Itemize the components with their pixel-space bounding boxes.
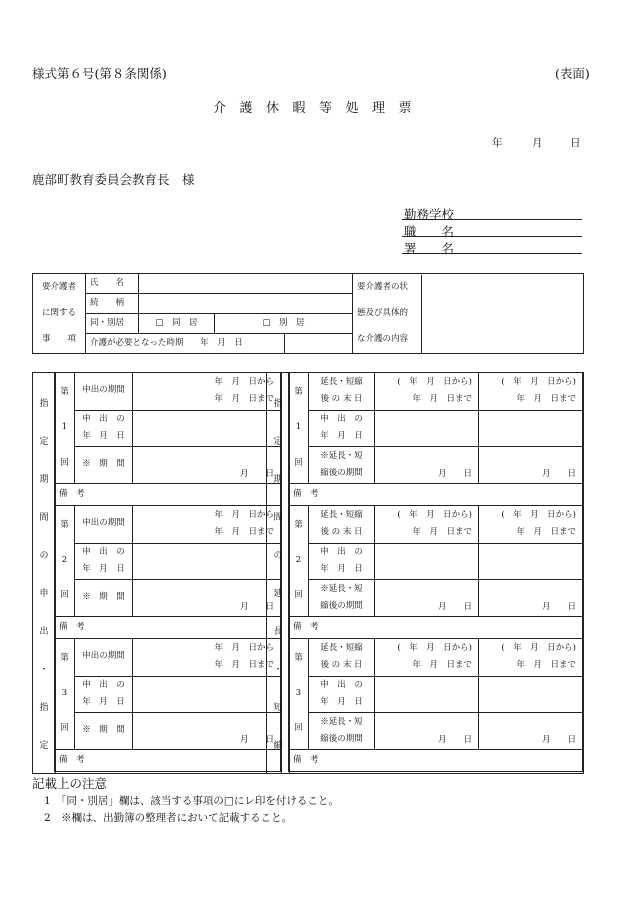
right-2-request-label: 申 出 の 年 月 日: [309, 543, 375, 580]
name-label: 署 名: [404, 241, 455, 256]
right-1-end-field-b[interactable]: ( 年 月 日から) 年 月 日まで: [479, 373, 583, 411]
left-1-remarks[interactable]: 備 考: [55, 484, 281, 506]
left-1-period2-field[interactable]: 月 日: [133, 447, 281, 484]
right-3-end-field-a[interactable]: ( 年 月 日から) 年 月 日まで: [375, 638, 479, 676]
left-entry-1-number: 第 1 回: [55, 373, 75, 484]
care-state-label: 要介護者の状 態及び具体的 な介護の内容: [353, 275, 422, 353]
right-1-ext-field-b[interactable]: 月 日: [479, 447, 583, 484]
right-table: [288, 372, 583, 772]
left-table: [54, 372, 281, 772]
care-relation-label: 続 柄: [86, 294, 139, 314]
right-entry-2-number: 第 2 回: [289, 505, 309, 616]
care-cohabit-label: 同・別居: [86, 314, 139, 334]
form-number: 様式第６号(第８条関係): [32, 66, 167, 81]
name-line: [402, 253, 582, 254]
left-3-request-field[interactable]: [133, 676, 281, 713]
care-left-header: 要介護者 に関する 事 項: [33, 274, 86, 354]
position-line: [402, 236, 582, 237]
right-2-ext-field-b[interactable]: 月 日: [479, 580, 583, 617]
right-3-request-field-a[interactable]: [375, 676, 479, 713]
left-2-request-label: 申 出 の 年 月 日: [75, 543, 133, 580]
note-item-2: 2 ※欄は、出勤簿の整理者において記載すること。: [44, 812, 293, 824]
date-year: 年: [492, 137, 503, 149]
care-state-field[interactable]: [353, 274, 584, 354]
right-3-remarks[interactable]: 備 考: [289, 750, 583, 772]
left-1-period2-label: ※ 期 間: [75, 447, 133, 484]
left-3-remarks[interactable]: 備 考: [55, 750, 281, 772]
right-3-request-field-b[interactable]: [479, 676, 583, 713]
left-1-period-field[interactable]: 年 月 日から 年 月 日まで: [133, 373, 281, 411]
note-item-1: 1 「同・別居」欄は、該当する事項の□にレ印を付けること。: [44, 795, 339, 807]
right-1-end-label: 延長・短縮 後 の 末 日: [309, 373, 375, 411]
right-3-end-field-b[interactable]: ( 年 月 日から) 年 月 日まで: [479, 638, 583, 676]
right-1-request-field-b[interactable]: [479, 410, 583, 447]
page-title: 介護休暇等処理票: [213, 101, 426, 116]
addressee: 鹿部町教育委員会教育長 様: [32, 172, 195, 187]
right-2-request-field-b[interactable]: [479, 543, 583, 580]
date-day: 日: [570, 137, 581, 149]
left-side-label: 指 定 期 間 の 申 出 ・ 指 定: [33, 373, 56, 773]
left-3-period-label: 申出の期間: [75, 638, 133, 676]
left-3-period-field[interactable]: 年 月 日から 年 月 日まで: [133, 638, 281, 676]
left-1-period-label: 申出の期間: [75, 373, 133, 411]
right-3-ext-label: ※延長・短 縮後の期間: [309, 713, 375, 750]
notes-title: 記載上の注意: [32, 776, 108, 791]
left-entry-3-number: 第 3 回: [55, 638, 75, 749]
right-1-ext-label: ※延長・短 縮後の期間: [309, 447, 375, 484]
right-1-ext-field-a[interactable]: 月 日: [375, 447, 479, 484]
care-start-label: 介護が必要となった時期 年 月 日: [86, 334, 285, 354]
school-line: [402, 219, 582, 220]
left-2-period-label: 申出の期間: [75, 505, 133, 543]
left-entry-2-number: 第 2 回: [55, 505, 75, 616]
care-name-field[interactable]: [139, 274, 353, 294]
right-2-end-label: 延長・短縮 後 の 末 日: [309, 505, 375, 543]
left-2-remarks[interactable]: 備 考: [55, 617, 281, 639]
left-3-period2-field[interactable]: 月 日: [133, 713, 281, 750]
left-3-request-label: 申 出 の 年 月 日: [75, 676, 133, 713]
right-entry-3-number: 第 3 回: [289, 638, 309, 749]
care-recipient-table: [32, 273, 584, 354]
right-entry-1-number: 第 1 回: [289, 373, 309, 484]
left-2-period-field[interactable]: 年 月 日から 年 月 日まで: [133, 505, 281, 543]
right-1-remarks[interactable]: 備 考: [289, 484, 583, 506]
side-indicator: (表面): [555, 66, 590, 81]
right-1-request-label: 申 出 の 年 月 日: [309, 410, 375, 447]
left-block: [32, 372, 282, 774]
right-3-request-label: 申 出 の 年 月 日: [309, 676, 375, 713]
left-2-period2-label: ※ 期 間: [75, 580, 133, 617]
date-month: 月: [532, 137, 543, 149]
left-3-period2-label: ※ 期 間: [75, 713, 133, 750]
left-1-request-field[interactable]: [133, 410, 281, 447]
left-2-request-field[interactable]: [133, 543, 281, 580]
left-2-period2-field[interactable]: 月 日: [133, 580, 281, 617]
right-1-request-field-a[interactable]: [375, 410, 479, 447]
right-3-ext-field-a[interactable]: 月 日: [375, 713, 479, 750]
cohabit-same-checkbox[interactable]: □ 同 居: [139, 314, 215, 334]
care-name-label: 氏 名: [86, 274, 139, 294]
right-2-end-field-a[interactable]: ( 年 月 日から) 年 月 日まで: [375, 505, 479, 543]
school-label: 勤務学校: [404, 207, 455, 222]
position-label: 職 名: [404, 224, 455, 239]
right-2-ext-field-a[interactable]: 月 日: [375, 580, 479, 617]
right-2-remarks[interactable]: 備 考: [289, 617, 583, 639]
right-3-end-label: 延長・短縮 後 の 末 日: [309, 638, 375, 676]
cohabit-separate-checkbox[interactable]: □ 別 居: [215, 314, 353, 334]
right-block: [266, 372, 584, 774]
left-1-request-label: 申 出 の 年 月 日: [75, 410, 133, 447]
right-1-end-field-a[interactable]: ( 年 月 日から) 年 月 日まで: [375, 373, 479, 411]
care-relation-field[interactable]: [139, 294, 353, 314]
right-3-ext-field-b[interactable]: 月 日: [479, 713, 583, 750]
right-side-label: 指 定 期 間 の 延 長 ・ 短 縮: [267, 373, 290, 773]
right-2-end-field-b[interactable]: ( 年 月 日から) 年 月 日まで: [479, 505, 583, 543]
right-2-ext-label: ※延長・短 縮後の期間: [309, 580, 375, 617]
right-2-request-field-a[interactable]: [375, 543, 479, 580]
